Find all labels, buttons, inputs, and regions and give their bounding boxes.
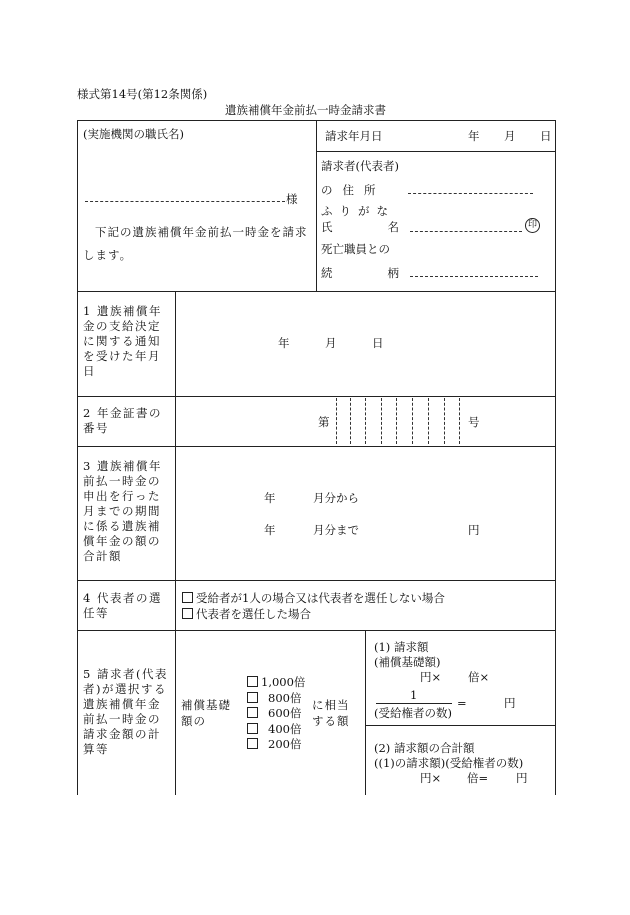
relation-label-2: 続柄 [321, 266, 454, 280]
frame-right [555, 120, 556, 795]
row1-label: 1 遺族補償年金の支給決定に関する通知を受けた年月日 [83, 304, 162, 378]
relation-line[interactable] [410, 276, 538, 277]
checkbox[interactable] [247, 723, 258, 734]
seal-mark: 印 [525, 218, 540, 233]
row3-from-year: 年 [264, 491, 276, 505]
sub1-denominator: (受給権者の数) [374, 706, 452, 720]
header-bottom [77, 291, 555, 292]
multiplier-400: 400倍 [268, 721, 302, 736]
request-text: 下記の遺族補償年金前払一時金を請求します。 [83, 225, 308, 262]
date-year: 年 [468, 129, 480, 143]
calc-mid-line [365, 725, 555, 726]
form-number: 様式第14号(第12条関係) [77, 87, 208, 101]
sub2-desc: ((1)の請求額)(受給権者の数) [374, 756, 524, 770]
name-label: 氏名 [321, 220, 454, 234]
furigana-label: ふりがな [321, 204, 395, 218]
checkbox[interactable] [247, 707, 258, 718]
row3-yen: 円 [468, 523, 480, 537]
address-label: の住所 [321, 183, 386, 197]
date-row-line [316, 151, 555, 152]
number-box-divider [428, 398, 429, 444]
multiplier-option[interactable] [247, 722, 305, 738]
agency-name-line [85, 201, 285, 202]
row3-to-month: 月分まで [313, 523, 359, 537]
multiplier-600: 600倍 [268, 706, 302, 720]
relation-label-1: 死亡職員との [321, 242, 390, 256]
row2-suffix: 号 [468, 415, 480, 429]
number-box-divider [350, 398, 351, 444]
agency-label: (実施機関の職氏名) [83, 127, 184, 141]
calc-divider [365, 630, 366, 795]
date-month: 月 [504, 129, 516, 143]
row4-label: 4 代表者の選任等 [83, 591, 162, 620]
label-column-divider [175, 291, 176, 795]
row3-bottom [77, 580, 555, 581]
row4-bottom [77, 630, 555, 631]
sub1-numerator: 1 [410, 688, 418, 702]
form-title: 遺族補償年金前払一時金請求書 [225, 103, 386, 117]
multiplier-1000: 1,000倍 [261, 675, 306, 689]
multiplier-list [247, 675, 305, 753]
row1-bottom [77, 396, 555, 397]
sub1-bai-times: 倍× [468, 670, 490, 684]
multiplier-200: 200倍 [268, 737, 302, 751]
multiplier-800: 800倍 [268, 690, 302, 705]
sub2-yen-times: 円× [420, 771, 442, 785]
number-box-divider [365, 398, 366, 444]
date-label: 請求年月日 [325, 129, 383, 143]
base-amount-label: 補償基礎額の [181, 698, 231, 728]
number-box-divider [381, 398, 382, 444]
number-box-divider [336, 398, 337, 444]
row1-year: 年 [278, 336, 290, 350]
multiplier-option[interactable] [247, 691, 305, 707]
sub1-yen-times: 円× [420, 670, 442, 684]
row1-month: 月 [325, 336, 337, 350]
frame-left [77, 120, 78, 795]
number-box-divider [444, 398, 445, 444]
number-box-divider [396, 398, 397, 444]
address-line[interactable] [408, 193, 533, 194]
row4-option2[interactable] [182, 605, 311, 623]
header-divider [316, 120, 317, 291]
sub2-yen: 円 [516, 771, 528, 785]
option1-text: 受給者が1人の場合又は代表者を選任しない場合 [196, 591, 445, 605]
number-box-divider [412, 398, 413, 444]
sub1-title: (1) 請求額 [374, 640, 429, 654]
row1-day: 日 [372, 336, 384, 350]
sub1-equals: = [457, 696, 467, 710]
checkbox[interactable] [247, 676, 258, 687]
sub2-title: (2) 請求額の合計額 [374, 741, 475, 755]
sama-label: 様 [286, 192, 298, 206]
multiplier-option[interactable] [247, 706, 305, 722]
sub2-bai-equals: 倍= [467, 771, 489, 785]
checkbox[interactable] [247, 692, 258, 703]
row2-prefix: 第 [318, 415, 330, 429]
row5-label: 5 請求者(代表者)が選択する遺族補償年金前払一時金の請求金額の計算等 [83, 667, 168, 756]
sub1-base: (補償基礎額) [374, 655, 441, 669]
sub1-yen: 円 [504, 696, 516, 710]
claimant-label: 請求者(代表者) [321, 159, 399, 173]
row3-label: 3 遺族補償年前払一時金の申出を行った月までの期間に係る遺族補償年金の額の合計額 [83, 459, 162, 563]
row3-to-year: 年 [264, 523, 276, 537]
date-day: 日 [540, 129, 552, 143]
option2-text: 代表者を選任した場合 [196, 607, 311, 621]
checkbox[interactable] [182, 592, 193, 603]
row2-label: 2 年金証書の番号 [83, 406, 162, 435]
multiplier-option[interactable] [247, 737, 305, 753]
name-line[interactable] [410, 231, 522, 232]
checkbox[interactable] [247, 738, 258, 749]
row3-from-month: 月分から [313, 491, 359, 505]
equivalent-label: に相当する額 [312, 698, 350, 728]
checkbox[interactable] [182, 608, 193, 619]
row2-bottom [77, 446, 555, 447]
multiplier-option[interactable] [247, 675, 305, 691]
number-box-divider [459, 398, 460, 444]
